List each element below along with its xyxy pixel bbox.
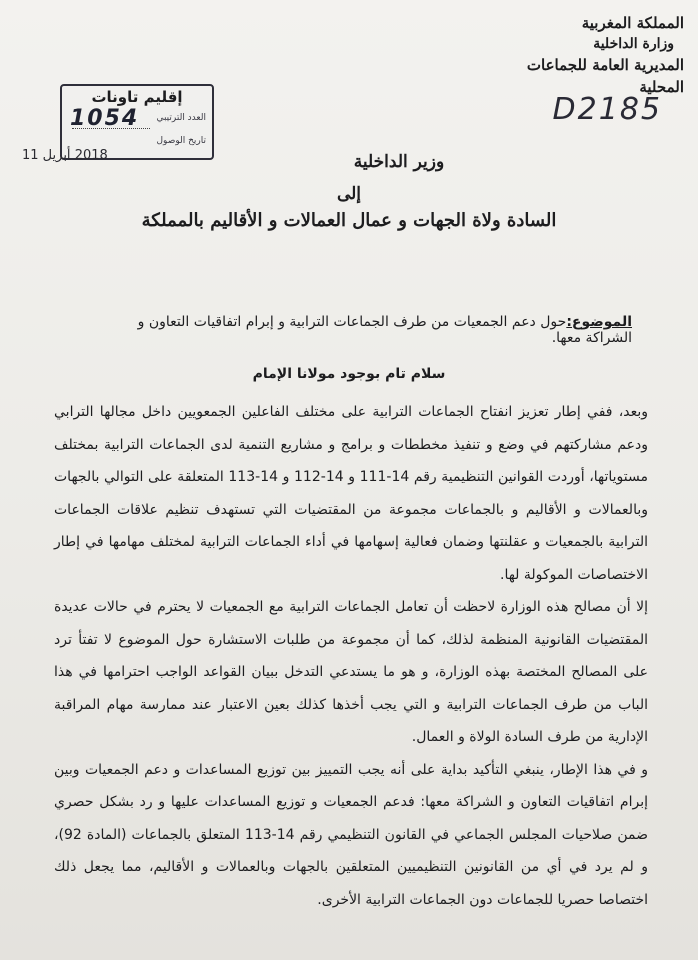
stamp-date: 2018 أبريل 11 [22, 148, 108, 163]
stamp-date-label: تاريخ الوصول [156, 136, 206, 146]
minister-title: وزير الداخلية [353, 152, 445, 172]
stamp-number: 1054 [70, 106, 140, 131]
letterhead-ministry: وزارة الداخلية [593, 36, 674, 52]
paragraph: و في هذا الإطار، ينبغي التأكيد بداية على أنه يجب التمييز بين توزيع المساعدات و دعم الجمعيات وبين إبرام اتفاقيات التعاون و الشراكة معها: فدعم الجمعيات و توزيع المساعدات عليها و رد بشكل حصري ضمن صلاحيات المجلس الجماعي في القانون التنظيمي رقم 14-113 المتعلق بالجماعات (المادة 92)، و لم يرد في أي من القانونين التنظيميين المتعلقين بالجهات وبالعمالات و الأقاليم، مما يجعل ذلك اختصاصا حصريا للجماعات دون الجماعات الترابية الأخرى. [54, 761, 648, 908]
letterhead [484, 12, 684, 98]
reference-number: D2185 [552, 92, 662, 127]
salutation: سلام تام بوجود مولانا الإمام [252, 366, 446, 382]
subject-line [120, 314, 632, 346]
addressed-to: إلى [336, 184, 362, 204]
paragraph: إلا أن مصالح هذه الوزارة لاحظت أن تعامل الجماعات الترابية مع الجمعيات لا يحترم في حالات عديدة المقتضيات القانونية المنظمة لذلك، كما أن مجموعة من طلبات الاستشارة حول الموضوع لا تفتأ ترد على المصالح المختصة بهذه الوزارة، و هو ما يستدعي التدخل ببيان القواعد الواجب احترامها في هذا الباب من طرف الجماعات الترابية و التي يجب أخذها كذلك بعين الاعتبار عند ممارسة مهام المراقبة الإدارية من طرف السادة الولاة و العمال. [54, 599, 648, 745]
recipients: السادة ولاة الجهات و عمال العمالات و الأقاليم بالمملكة [141, 210, 557, 231]
letter-body [54, 396, 648, 916]
subject-label: الموضوع: [566, 314, 632, 330]
stamp-divider [72, 128, 150, 130]
letterhead-directorate: المديرية العامة للجماعات المحلية [526, 56, 684, 96]
stamp-number-label: العدد الترتيبي [156, 113, 206, 123]
paragraph: وبعد، ففي إطار تعزيز انفتاح الجماعات الترابية على مختلف الفاعلين الجمعويين داخل مجالها الترابي ودعم مشاركتهم في وضع و تنفيذ مخططات و برامج و مشاريع التنمية لدى الجماعات الترابية بمختلف مستوياتها، أوردت القوانين التنظيمية رقم 14-111 و 14-112 و 14-113 المتعلقة على التوالي بالجهات وبالعمالات و الأقاليم و بالجماعات مجموعة من المقتضيات التي تستهدف تنظيم علاقات الجماعات الترابية بالجمعيات و عقلنتها وضمان فعالية إسهامها في أداء الجماعات الترابية لمختلف مهامها في إطار الاختصاصات الموكولة لها. [54, 404, 648, 583]
letterhead-kingdom: المملكة المغربية [581, 14, 684, 32]
stamp-title: إقليم تاونات [91, 88, 183, 106]
subject-text: حول دعم الجمعيات من طرف الجماعات الترابية و إبرام اتفاقيات التعاون و الشراكة معها. [137, 314, 632, 346]
